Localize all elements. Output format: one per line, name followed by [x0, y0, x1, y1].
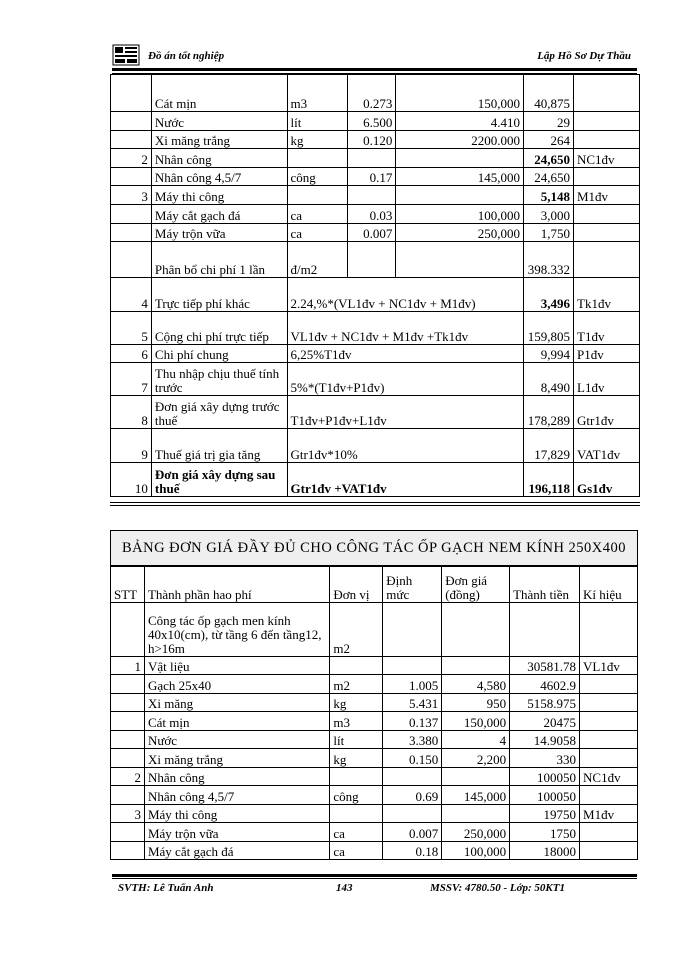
- row-name: Cát mịn: [144, 712, 329, 731]
- row-norm: 0.18: [383, 842, 442, 860]
- row-unit: [330, 768, 383, 786]
- row-stt: [111, 224, 152, 242]
- row-unit: đ/m2: [287, 242, 348, 278]
- row-norm: [383, 805, 442, 823]
- row-symbol: NC1đv: [574, 149, 640, 168]
- row-unit: kg: [330, 749, 383, 768]
- table-row: [111, 396, 640, 429]
- row-symbol: [580, 731, 638, 749]
- row-name: Vật liệu: [144, 657, 329, 675]
- row-symbol: [580, 603, 638, 657]
- table-row: [111, 749, 638, 768]
- row-formula: T1đv+P1đv+L1đv: [287, 396, 524, 429]
- row-stt: [111, 131, 152, 149]
- row-unit: lít: [287, 112, 348, 131]
- row-unit: [287, 186, 348, 205]
- row-stt: [111, 75, 152, 112]
- row-price: 100,000: [442, 842, 510, 860]
- row-amount: 5158.975: [510, 694, 580, 712]
- table-row: [111, 242, 640, 278]
- header-rule-thick: [112, 68, 637, 71]
- row-symbol: [574, 242, 640, 278]
- row-symbol: [574, 112, 640, 131]
- row-name: Máy cắt gạch đá: [144, 842, 329, 860]
- row-norm: 0.273: [348, 75, 396, 112]
- row-amount: 3,000: [524, 205, 574, 224]
- row-norm: 0.120: [348, 131, 396, 149]
- row-name: Nhân công: [151, 149, 287, 168]
- row-unit: kg: [287, 131, 348, 149]
- row-formula: 5%*(T1đv+P1đv): [287, 363, 524, 396]
- row-norm: 1.005: [383, 675, 442, 694]
- row-price: 4,580: [442, 675, 510, 694]
- row-name: Máy trộn vữa: [144, 823, 329, 842]
- row-price: 150,000: [396, 75, 524, 112]
- row-stt: [111, 786, 145, 805]
- row-name: Cát mịn: [151, 75, 287, 112]
- table-row: [111, 823, 638, 842]
- row-price: 2200.000: [396, 131, 524, 149]
- col-header-name: Thành phần hao phí: [144, 567, 329, 603]
- row-unit: công: [330, 786, 383, 805]
- row-unit: m2: [330, 603, 383, 657]
- table-row: [111, 694, 638, 712]
- row-stt: 2: [111, 768, 145, 786]
- row-norm: 0.137: [383, 712, 442, 731]
- row-symbol: Tk1đv: [574, 278, 640, 312]
- row-amount: 100050: [510, 786, 580, 805]
- row-amount: 24,650: [524, 149, 574, 168]
- row-name: Máy cắt gạch đá: [151, 205, 287, 224]
- row-norm: 0.03: [348, 205, 396, 224]
- row-unit: [287, 149, 348, 168]
- col-header-price: Đơn giá (đồng): [442, 567, 510, 603]
- row-price: [396, 242, 524, 278]
- row-amount: 19750: [510, 805, 580, 823]
- row-price: 250,000: [396, 224, 524, 242]
- row-norm: 3.380: [383, 731, 442, 749]
- footer-student: SVTH: Lê Tuấn Anh: [118, 882, 214, 894]
- row-unit: [330, 805, 383, 823]
- row-symbol: T1đv: [574, 312, 640, 345]
- row-norm: 0.007: [348, 224, 396, 242]
- col-header-amount: Thành tiền: [510, 567, 580, 603]
- table-row: [111, 675, 638, 694]
- row-stt: [111, 242, 152, 278]
- row-name: Nhân công 4,5/7: [151, 168, 287, 186]
- col-header-symbol: Kí hiệu: [580, 567, 638, 603]
- row-stt: [111, 731, 145, 749]
- table-row: [111, 768, 638, 786]
- row-stt: 8: [111, 396, 152, 429]
- row-symbol: [580, 749, 638, 768]
- row-unit: ca: [330, 823, 383, 842]
- row-name: Thu nhập chịu thuế tính trước: [151, 363, 287, 396]
- row-symbol: [574, 75, 640, 112]
- row-price: 2,200: [442, 749, 510, 768]
- tile-unit-price-table: [110, 566, 638, 860]
- row-symbol: NC1đv: [580, 768, 638, 786]
- table-row: [111, 224, 640, 242]
- row-price: 4: [442, 731, 510, 749]
- table-row: [111, 842, 638, 860]
- row-price: 4.410: [396, 112, 524, 131]
- col-header-stt: STT: [111, 567, 145, 603]
- row-price: [396, 149, 524, 168]
- col-header-norm: Định mức: [383, 567, 442, 603]
- table-row: [111, 75, 640, 112]
- footer-rule-thick: [112, 874, 637, 877]
- row-unit: m3: [330, 712, 383, 731]
- row-name: Gạch 25x40: [144, 675, 329, 694]
- row-amount: 398.332: [524, 242, 574, 278]
- row-symbol: Gs1đv: [574, 463, 640, 497]
- row-stt: [111, 112, 152, 131]
- row-symbol: [580, 786, 638, 805]
- table-row: [111, 205, 640, 224]
- row-amount: 5,148: [524, 186, 574, 205]
- table-header-row: [111, 567, 638, 603]
- row-formula: 2.24,%*(VL1đv + NC1đv + M1đv): [287, 278, 524, 312]
- row-norm: [383, 603, 442, 657]
- row-stt: 10: [111, 463, 152, 497]
- row-name: Công tác ốp gạch men kính 40x10(cm), từ tầng 6 đến tầng12, h>16m: [144, 603, 329, 657]
- row-stt: [111, 749, 145, 768]
- row-name: Chi phí chung: [151, 345, 287, 363]
- row-amount: 9,994: [524, 345, 574, 363]
- row-formula: 6,25%T1đv: [287, 345, 524, 363]
- row-price: 150,000: [442, 712, 510, 731]
- table-row: [111, 463, 640, 497]
- row-name: Xi măng trắng: [144, 749, 329, 768]
- row-stt: 5: [111, 312, 152, 345]
- row-symbol: [580, 712, 638, 731]
- row-name: Xi măng: [144, 694, 329, 712]
- row-symbol: M1đv: [580, 805, 638, 823]
- row-name: Nước: [151, 112, 287, 131]
- table-row: [111, 112, 640, 131]
- header-left-text: Đồ án tốt nghiệp: [148, 50, 225, 62]
- row-stt: [111, 205, 152, 224]
- row-symbol: P1đv: [574, 345, 640, 363]
- row-stt: 3: [111, 805, 145, 823]
- cost-table-continued: [110, 74, 640, 497]
- row-amount: 178,289: [524, 396, 574, 429]
- row-stt: [111, 168, 152, 186]
- row-norm: 6.500: [348, 112, 396, 131]
- row-amount: 1,750: [524, 224, 574, 242]
- table-row: [111, 731, 638, 749]
- row-symbol: L1đv: [574, 363, 640, 396]
- university-logo-icon: [112, 44, 140, 66]
- row-amount: 18000: [510, 842, 580, 860]
- row-amount: 20475: [510, 712, 580, 731]
- row-stt: [111, 694, 145, 712]
- table-row: [111, 345, 640, 363]
- row-unit: ca: [330, 842, 383, 860]
- row-name: Đơn giá xây dựng sau thuế: [151, 463, 287, 497]
- row-unit: m2: [330, 675, 383, 694]
- row-norm: [348, 149, 396, 168]
- row-name: Nước: [144, 731, 329, 749]
- row-price: 950: [442, 694, 510, 712]
- row-price: 100,000: [396, 205, 524, 224]
- row-stt: 1: [111, 657, 145, 675]
- row-amount: 30581.78: [510, 657, 580, 675]
- row-amount: 264: [524, 131, 574, 149]
- row-stt: [111, 842, 145, 860]
- footer-rule-thin: [112, 878, 637, 879]
- row-norm: 0.150: [383, 749, 442, 768]
- row-stt: 6: [111, 345, 152, 363]
- table-row: [111, 712, 638, 731]
- section-divider: [110, 502, 640, 506]
- row-symbol: [574, 131, 640, 149]
- table2-title: BẢNG ĐƠN GIÁ ĐẦY ĐỦ CHO CÔNG TÁC ỐP GẠCH NEM KÍNH 250X400: [110, 530, 638, 566]
- row-stt: 9: [111, 429, 152, 463]
- row-name: Phân bổ chi phí 1 lần: [151, 242, 287, 278]
- row-norm: 0.17: [348, 168, 396, 186]
- row-norm: [383, 657, 442, 675]
- row-norm: [383, 768, 442, 786]
- table-row: [111, 429, 640, 463]
- row-price: 145,000: [396, 168, 524, 186]
- row-name: Máy thi công: [151, 186, 287, 205]
- row-price: [442, 768, 510, 786]
- row-unit: kg: [330, 694, 383, 712]
- table-row: [111, 363, 640, 396]
- row-symbol: [574, 224, 640, 242]
- table-row: [111, 186, 640, 205]
- row-amount: 3,496: [524, 278, 574, 312]
- row-amount: 8,490: [524, 363, 574, 396]
- table-row: [111, 278, 640, 312]
- row-amount: 1750: [510, 823, 580, 842]
- row-symbol: M1đv: [574, 186, 640, 205]
- row-name: Nhân công: [144, 768, 329, 786]
- row-symbol: [574, 168, 640, 186]
- row-symbol: VAT1đv: [574, 429, 640, 463]
- row-price: [442, 657, 510, 675]
- row-unit: ca: [287, 224, 348, 242]
- row-symbol: Gtr1đv: [574, 396, 640, 429]
- row-stt: [111, 603, 145, 657]
- row-symbol: [580, 842, 638, 860]
- row-unit: ca: [287, 205, 348, 224]
- header-right-text: Lập Hồ Sơ Dự Thầu: [537, 50, 631, 62]
- footer-student-id: MSSV: 4780.50 - Lớp: 50KT1: [430, 882, 565, 894]
- row-unit: lít: [330, 731, 383, 749]
- col-header-unit: Đơn vị: [330, 567, 383, 603]
- table-row: [111, 312, 640, 345]
- row-price: [442, 603, 510, 657]
- row-amount: 24,650: [524, 168, 574, 186]
- row-name: Cộng chi phí trực tiếp: [151, 312, 287, 345]
- row-norm: [348, 186, 396, 205]
- row-price: 145,000: [442, 786, 510, 805]
- row-symbol: VL1đv: [580, 657, 638, 675]
- page-header: [112, 44, 637, 68]
- row-stt: 7: [111, 363, 152, 396]
- row-stt: [111, 712, 145, 731]
- row-amount: [510, 603, 580, 657]
- row-stt: [111, 823, 145, 842]
- row-price: [442, 805, 510, 823]
- row-norm: 0.007: [383, 823, 442, 842]
- row-name: Thuế giá trị gia tăng: [151, 429, 287, 463]
- row-stt: 3: [111, 186, 152, 205]
- row-price: 250,000: [442, 823, 510, 842]
- row-norm: 5.431: [383, 694, 442, 712]
- row-amount: 4602.9: [510, 675, 580, 694]
- table-row: [111, 603, 638, 657]
- row-formula: Gtr1đv +VAT1đv: [287, 463, 524, 497]
- row-norm: 0.69: [383, 786, 442, 805]
- row-name: Nhân công 4,5/7: [144, 786, 329, 805]
- row-norm: [348, 242, 396, 278]
- row-name: Máy trộn vữa: [151, 224, 287, 242]
- row-unit: m3: [287, 75, 348, 112]
- row-name: Xi măng trắng: [151, 131, 287, 149]
- row-amount: 17,829: [524, 429, 574, 463]
- row-amount: 100050: [510, 768, 580, 786]
- row-name: Đơn giá xây dựng trước thuế: [151, 396, 287, 429]
- table-row: [111, 786, 638, 805]
- row-amount: 159,805: [524, 312, 574, 345]
- row-name: Máy thi công: [144, 805, 329, 823]
- table-row: [111, 657, 638, 675]
- row-unit: [330, 657, 383, 675]
- row-amount: 196,118: [524, 463, 574, 497]
- row-formula: Gtr1đv*10%: [287, 429, 524, 463]
- table-row: [111, 149, 640, 168]
- row-symbol: [580, 675, 638, 694]
- row-amount: 330: [510, 749, 580, 768]
- row-stt: [111, 675, 145, 694]
- row-amount: 14.9058: [510, 731, 580, 749]
- row-stt: 4: [111, 278, 152, 312]
- row-symbol: [580, 694, 638, 712]
- row-unit: công: [287, 168, 348, 186]
- row-amount: 29: [524, 112, 574, 131]
- row-price: [396, 186, 524, 205]
- page-number: 143: [336, 882, 353, 894]
- row-amount: 40,875: [524, 75, 574, 112]
- table-row: [111, 805, 638, 823]
- row-symbol: [580, 823, 638, 842]
- row-formula: VL1đv + NC1đv + M1đv +Tk1đv: [287, 312, 524, 345]
- table-row: [111, 131, 640, 149]
- table-row: [111, 168, 640, 186]
- row-symbol: [574, 205, 640, 224]
- row-stt: 2: [111, 149, 152, 168]
- row-name: Trực tiếp phí khác: [151, 278, 287, 312]
